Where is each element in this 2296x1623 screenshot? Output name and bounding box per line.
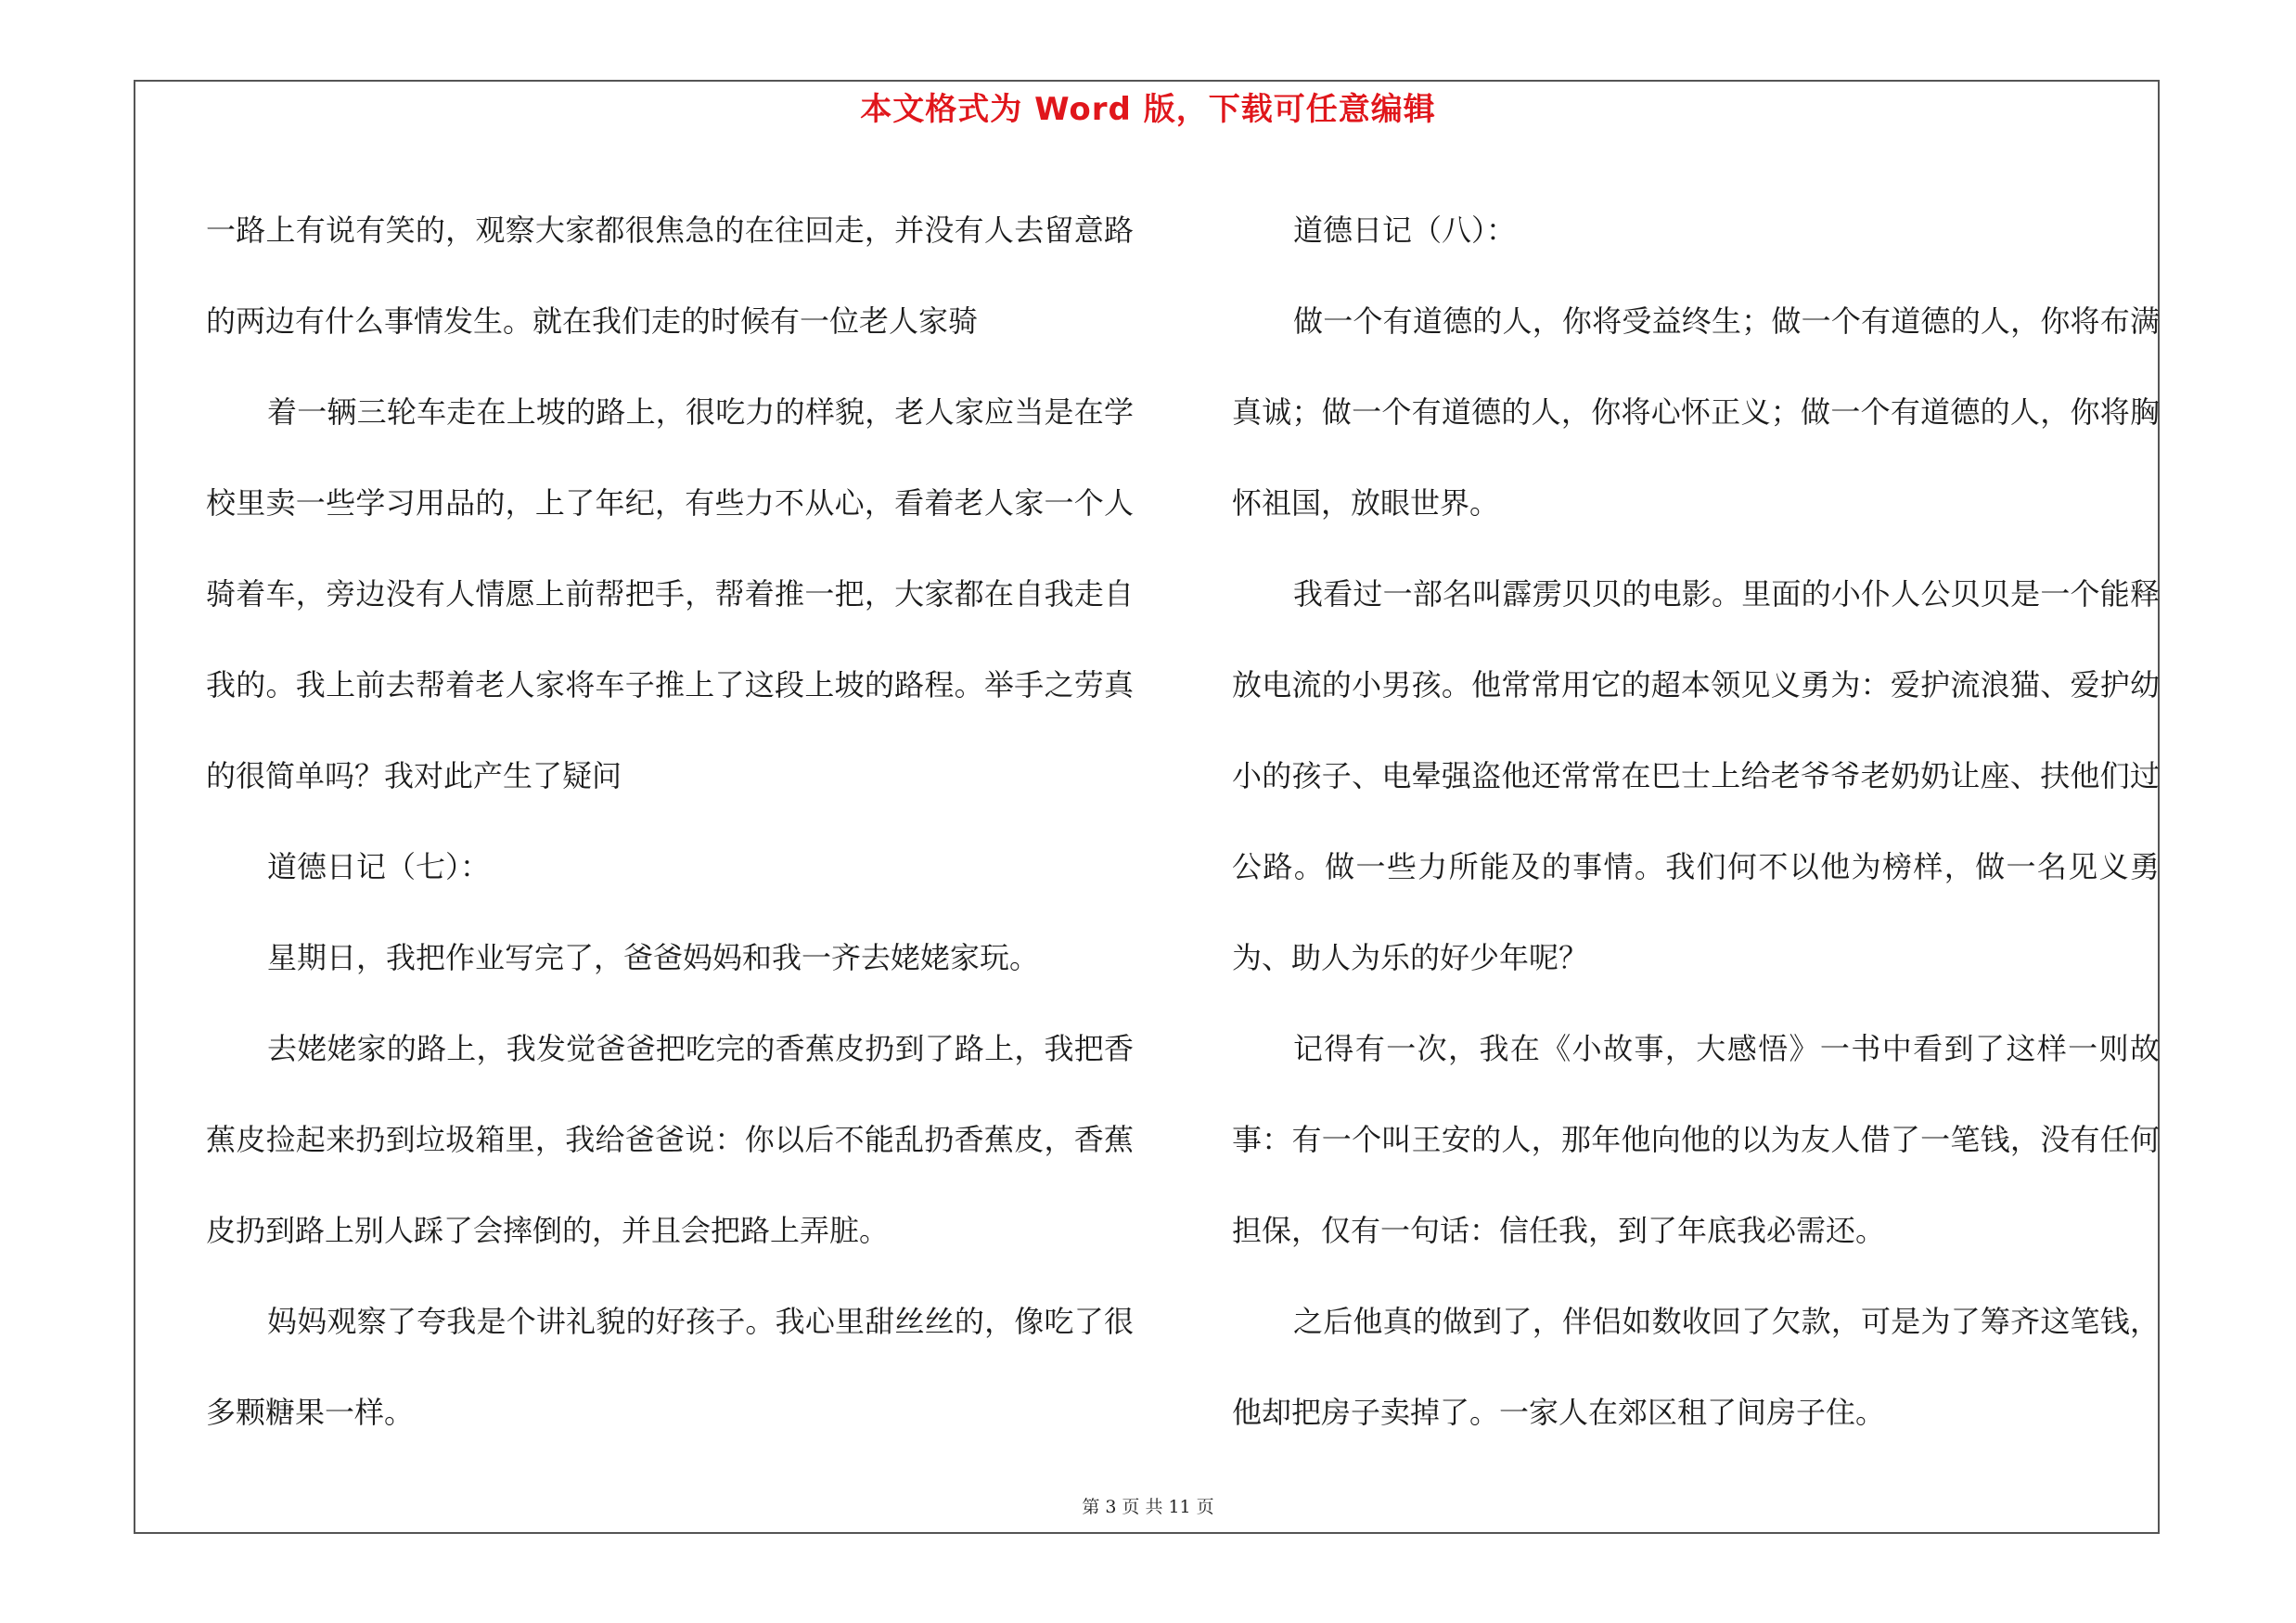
format-notice-banner: 本文格式为 Word 版，下载可任意编辑: [860, 91, 1436, 128]
paragraph: 记得有一次，我在《小故事，大感悟》一书中看到了这样一则故事：有一个叫王安的人，那年他向他的以为友人借了一笔钱，没有任何担保，仅有一句话：信任我，到了年底我必需还。: [1232, 1031, 2160, 1248]
paragraph: 星期日，我把作业写完了，爸爸妈妈和我一齐去姥姥家玩。: [267, 940, 1040, 975]
footer-total-pages: 11: [1168, 1497, 1191, 1517]
footer-current-page: 3: [1105, 1497, 1117, 1517]
paragraph: 道德日记（八）：: [1293, 213, 1517, 248]
page-number-footer: [0, 1496, 2296, 1518]
paragraph: 妈妈观察了夸我是个讲礼貌的好孩子。我心里甜丝丝的，像吃了很多颗糖果一样。: [206, 1304, 1134, 1430]
footer-prefix: 第: [1082, 1497, 1100, 1517]
paragraph: 我看过一部名叫霹雳贝贝的电影。里面的小仆人公贝贝是一个能释放电流的小男孩。他常常用它的超本领见义勇为：爱护流浪猫、爱护幼小的孩子、电晕强盗他还常常在巴士上给老爷爷老奶奶让座、扶他们过公路。做一些力所能及的事情。我们何不以他为榜样，做一名见义勇为、助人为乐的好少年呢？: [1232, 576, 2160, 975]
paragraph: 之后他真的做到了，伴侣如数收回了欠款，可是为了筹齐这笔钱，他却把房子卖掉了。一家人在郊区租了间房子住。: [1232, 1304, 2160, 1430]
paragraph: 做一个有道德的人，你将受益终生；做一个有道德的人，你将布满真诚；做一个有道德的人，你将心怀正义；做一个有道德的人，你将胸怀祖国，放眼世界。: [1232, 303, 2160, 521]
footer-suffix: 页: [1196, 1497, 1214, 1517]
footer-middle: 页 共: [1122, 1497, 1163, 1517]
paragraph: 去姥姥家的路上，我发觉爸爸把吃完的香蕉皮扔到了路上，我把香蕉皮捡起来扔到垃圾箱里，我给爸爸说：你以后不能乱扔香蕉皮，香蕉皮扔到路上别人踩了会摔倒的，并且会把路上弄脏。: [206, 1031, 1134, 1248]
paragraph: 着一辆三轮车走在上坡的路上，很吃力的样貌，老人家应当是在学校里卖一些学习用品的，上了年纪，有些力不从心，看着老人家一个人骑着车，旁边没有人情愿上前帮把手，帮着推一把，大家都在自我走自我的。我上前去帮着老人家将车子推上了这段上坡的路程。举手之劳真的很简单吗？我对此产生了疑问: [206, 394, 1134, 793]
paragraph: 道德日记（七）：: [267, 849, 491, 884]
left-column: [206, 185, 1134, 1458]
right-column: [1232, 185, 2160, 1458]
paragraph: 一路上有说有笑的，观察大家都很焦急的在往回走，并没有人去留意路的两边有什么事情发生。就在我们走的时候有一位老人家骑: [206, 213, 1134, 339]
